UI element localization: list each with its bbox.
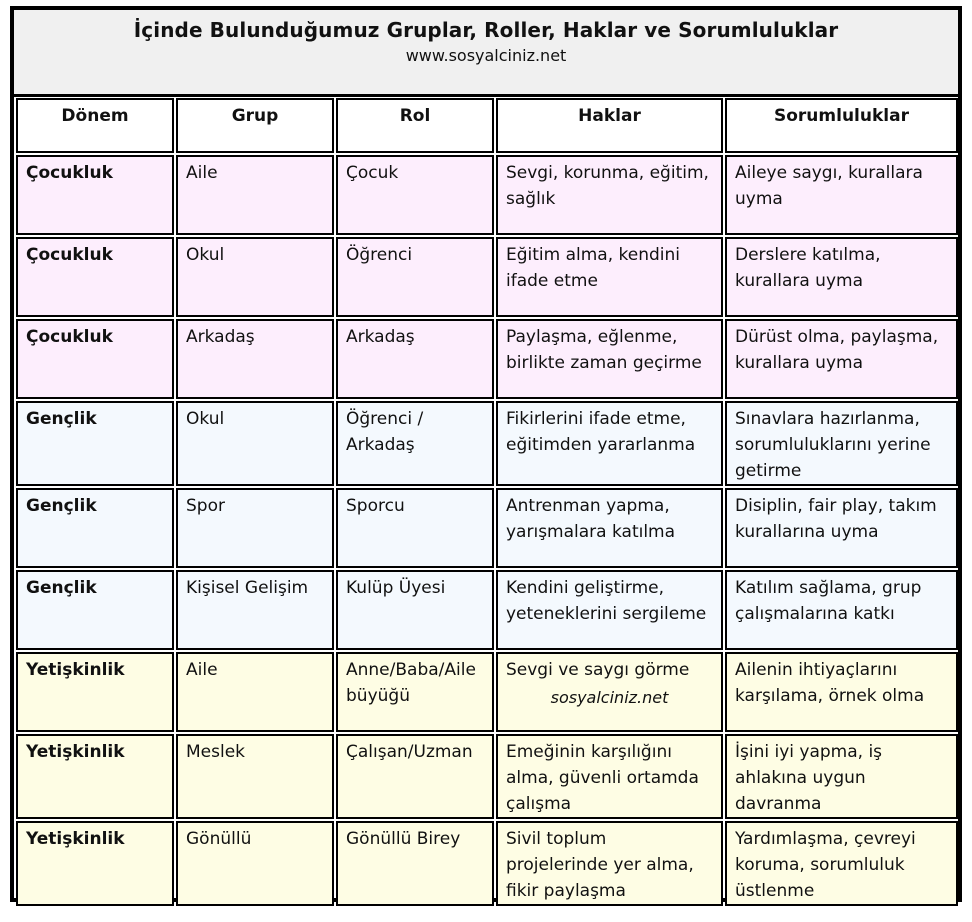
role-cell: Öğrenci	[336, 237, 494, 317]
role-cell: Öğrenci / Arkadaş	[336, 401, 494, 486]
group-cell: Gönüllü	[176, 821, 334, 906]
table-row	[16, 488, 958, 568]
rights-cell	[496, 652, 723, 732]
period-cell: Çocukluk	[16, 237, 174, 317]
period-cell: Çocukluk	[16, 155, 174, 235]
rights-cell: Paylaşma, eğlenme, birlikte zaman geçirme	[496, 319, 723, 399]
column-header-role: Rol	[336, 98, 494, 153]
responsibilities-cell: Ailenin ihtiyaçlarını karşılama, örnek olma	[725, 652, 958, 732]
role-cell: Çocuk	[336, 155, 494, 235]
roles-table	[14, 96, 960, 908]
responsibilities-cell: İşini iyi yapma, iş ahlakına uygun davranma	[725, 734, 958, 819]
period-cell: Yetişkinlik	[16, 652, 174, 732]
period-cell: Çocukluk	[16, 319, 174, 399]
responsibilities-cell: Aileye saygı, kurallara uyma	[725, 155, 958, 235]
table-row	[16, 652, 958, 732]
responsibilities-cell: Derslere katılma, kurallara uyma	[725, 237, 958, 317]
group-cell: Aile	[176, 652, 334, 732]
role-cell: Arkadaş	[336, 319, 494, 399]
period-cell: Yetişkinlik	[16, 734, 174, 819]
table-row	[16, 401, 958, 486]
responsibilities-cell: Yardımlaşma, çevreyi koruma, sorumluluk üstlenme	[725, 821, 958, 906]
role-cell: Kulüp Üyesi	[336, 570, 494, 650]
watermark: sosyalciniz.net	[550, 688, 669, 707]
table-row	[16, 237, 958, 317]
group-cell: Okul	[176, 401, 334, 486]
role-cell: Anne/Baba/Aile büyüğü	[336, 652, 494, 732]
period-cell: Yetişkinlik	[16, 821, 174, 906]
rights-cell: Fikirlerini ifade etme, eğitimden yararlanma	[496, 401, 723, 486]
period-cell: Gençlik	[16, 570, 174, 650]
role-cell: Sporcu	[336, 488, 494, 568]
table-row	[16, 155, 958, 235]
group-cell: Arkadaş	[176, 319, 334, 399]
rights-cell: Antrenman yapma, yarışmalara katılma	[496, 488, 723, 568]
table-row	[16, 821, 958, 906]
responsibilities-cell: Katılım sağlama, grup çalışmalarına katkı	[725, 570, 958, 650]
group-cell: Spor	[176, 488, 334, 568]
rights-cell: Eğitim alma, kendini ifade etme	[496, 237, 723, 317]
table-row	[16, 734, 958, 819]
group-cell: Okul	[176, 237, 334, 317]
column-header-rights: Haklar	[496, 98, 723, 153]
column-header-group: Grup	[176, 98, 334, 153]
role-cell: Çalışan/Uzman	[336, 734, 494, 819]
table-row	[16, 570, 958, 650]
responsibilities-cell: Dürüst olma, paylaşma, kurallara uyma	[725, 319, 958, 399]
column-header-responsibilities: Sorumluluklar	[725, 98, 958, 153]
group-cell: Kişisel Gelişim	[176, 570, 334, 650]
rights-cell: Sivil toplum projelerinde yer alma, fikir paylaşma	[496, 821, 723, 906]
rights-cell: Emeğinin karşılığını alma, güvenli ortamda çalışma	[496, 734, 723, 819]
header-row	[16, 98, 958, 153]
group-cell: Aile	[176, 155, 334, 235]
responsibilities-cell: Sınavlara hazırlanma, sorumluluklarını yerine getirme	[725, 401, 958, 486]
period-cell: Gençlik	[16, 401, 174, 486]
period-cell: Gençlik	[16, 488, 174, 568]
rights-cell: Kendini geliştirme, yeteneklerini sergileme	[496, 570, 723, 650]
role-cell: Gönüllü Birey	[336, 821, 494, 906]
responsibilities-cell: Disiplin, fair play, takım kurallarına uyma	[725, 488, 958, 568]
page-title: İçinde Bulunduğumuz Gruplar, Roller, Haklar ve Sorumluluklar	[133, 18, 839, 42]
rights-cell: Sevgi, korunma, eğitim, sağlık	[496, 155, 723, 235]
title-box	[14, 10, 958, 97]
site-url: www.sosyalciniz.net	[405, 46, 567, 65]
rights-text: Sevgi ve saygı görme	[506, 660, 690, 680]
table-row	[16, 319, 958, 399]
column-header-period: Dönem	[16, 98, 174, 153]
roles-table-document	[10, 6, 962, 902]
group-cell: Meslek	[176, 734, 334, 819]
